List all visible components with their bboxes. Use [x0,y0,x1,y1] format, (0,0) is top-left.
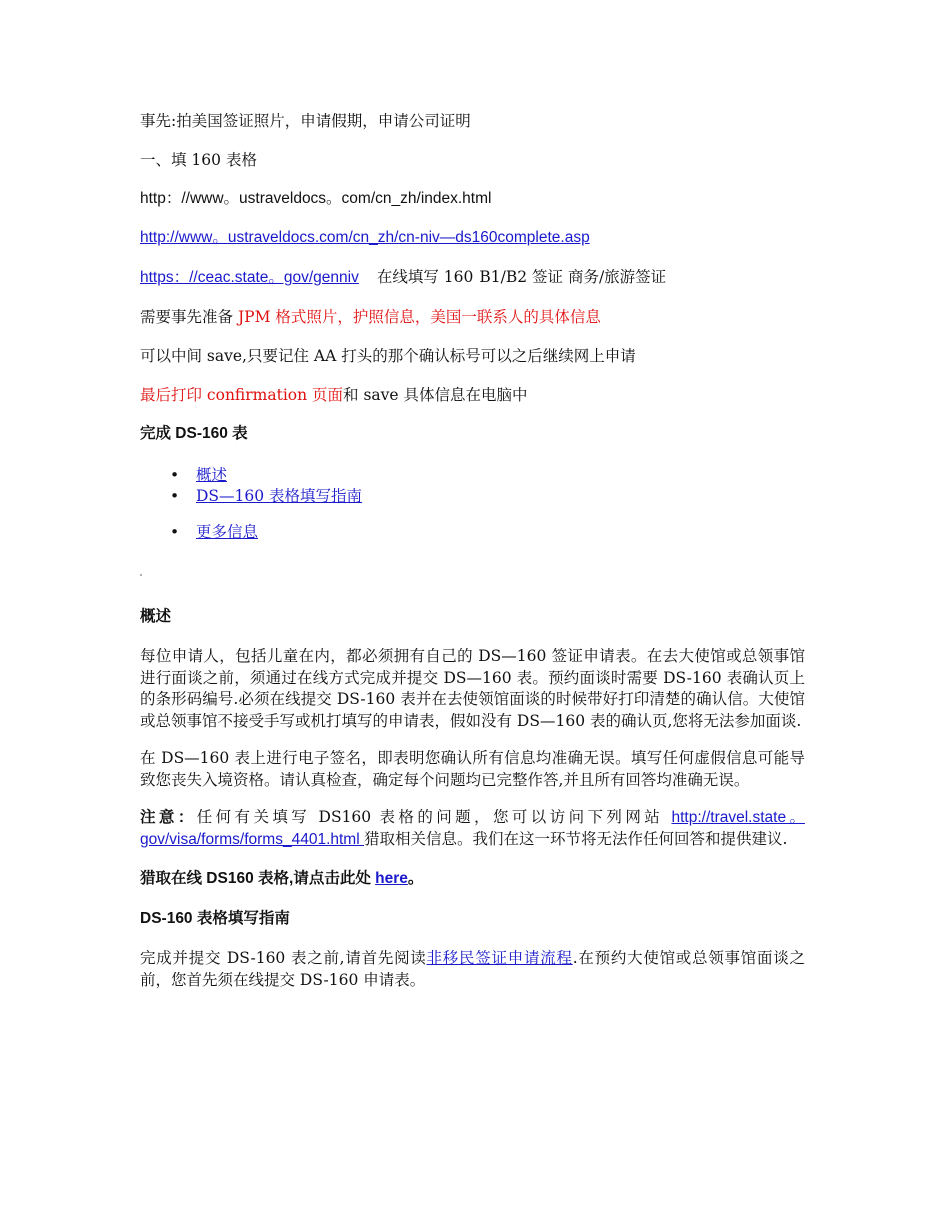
nonimmigrant-process-link[interactable]: 非移民签证申请流程 [426,949,573,967]
genniv-desc-a: 在线填写 160 [376,268,474,286]
toc-link-overview[interactable]: 概述 [196,466,228,484]
toc-item [140,522,805,543]
note-label: 注意： [140,809,197,826]
overview-paragraph-1: 每位申请人，包括儿童在内，都必须拥有自己的 DS—160 签证申请表。在去大使馆或总领事馆进行面谈之前，须通过在线方式完成并提交 DS—160 表。预约面谈时需要 DS-160 表确认页上的条形码编号.必须在线提交 DS-160 表并在去使领馆面谈的时候带好打印清楚的确认信。大使馆或总领事馆不接受手写或机打填写的申请表，假如没有 DS—160 表的确认页,您将无法参加面谈. [140,647,805,730]
overview-heading-text: 概述 [140,608,172,625]
complete-heading-text: 完成 DS-160 表 [140,425,248,442]
document-body [140,110,805,1007]
toc-link-more-info[interactable]: 更多信息 [196,523,259,541]
save-note-line [140,345,805,367]
ustraveldocs-ds160-link[interactable]: http://www。ustraveldocs.com/cn_zh/cn-niv—ds160complete.asp [140,229,590,246]
travel-state-forms-link[interactable]: http://travel.state。gov/visa/forms/forms_4401.html [140,809,805,848]
prepare-prefix: 需要事先准备 [140,308,238,326]
guide-text-b: .在预约大使馆或总领事馆面谈之前，您首先须在线提交 DS-160 申请表。 [140,949,805,989]
note-paragraph [140,807,805,850]
grab-text: 猎取在线 DS160 表格,请点击此处 [140,870,376,887]
stray-dot [140,574,142,576]
overview-paragraph-2: 在 DS—160 表上进行电子签名，即表明您确认所有信息均准确无误。填写任何虚假信息可能导致您丧失入境资格。请认真检查，确定每个问题均已完整作答,并且所有回答均准确无误。 [140,749,805,789]
ceac-genniv-link[interactable]: https：//ceac.state。gov/genniv [140,269,359,286]
bullet-icon: • [170,487,180,505]
table-of-contents [140,465,805,543]
bullet-icon: • [170,523,180,541]
url-link3-line [140,266,805,289]
prep-line [140,110,805,132]
bullet-icon: • [170,466,180,484]
guide-paragraph [140,948,805,991]
toc-item [140,486,805,507]
step1-text: 一、填 160 表格 [140,151,257,169]
here-link[interactable]: here [375,870,408,887]
complete-ds160-heading [140,423,805,445]
overview-heading [140,606,805,628]
toc-link-guide[interactable]: DS—160 表格填写指南 [196,487,363,505]
guide-text-a: 完成并提交 DS-160 表之前,请首先阅读 [140,949,427,967]
note-tail: 猎取相关信息。我们在这一环节将无法作任何回答和提供建议. [363,829,788,848]
grab-end: 。 [407,870,424,887]
save-note-text: 可以中间 save,只要记住 AA 打头的那个确认标号可以之后继续网上申请 [140,347,636,365]
toc-item [140,465,805,486]
note-text: 任何有关填写 DS160 表格的问题，您可以访问下列网站 [196,808,672,826]
prepare-red-text: JPM 格式照片，护照信息，美国一联系人的具体信息 [237,308,601,326]
grab-ds160-line [140,868,805,890]
genniv-desc-b: B1/B2 签证 商务/旅游签证 [479,268,667,286]
final-rest-text: 和 save 具体信息在电脑中 [343,386,528,404]
url-plain-text: http：//www。ustraveldocs。com/cn_zh/index.html [140,190,492,207]
final-line [140,384,805,406]
url-link2-line [140,227,805,249]
prepare-line [140,306,805,328]
prep-text: 事先:拍美国签证照片，申请假期，申请公司证明 [140,112,471,130]
url-plain-line [140,188,805,210]
guide-heading-text: DS-160 表格填写指南 [140,910,290,927]
step1-heading [140,149,805,171]
guide-heading [140,908,805,930]
final-red-text: 最后打印 confirmation 页面 [140,386,344,404]
